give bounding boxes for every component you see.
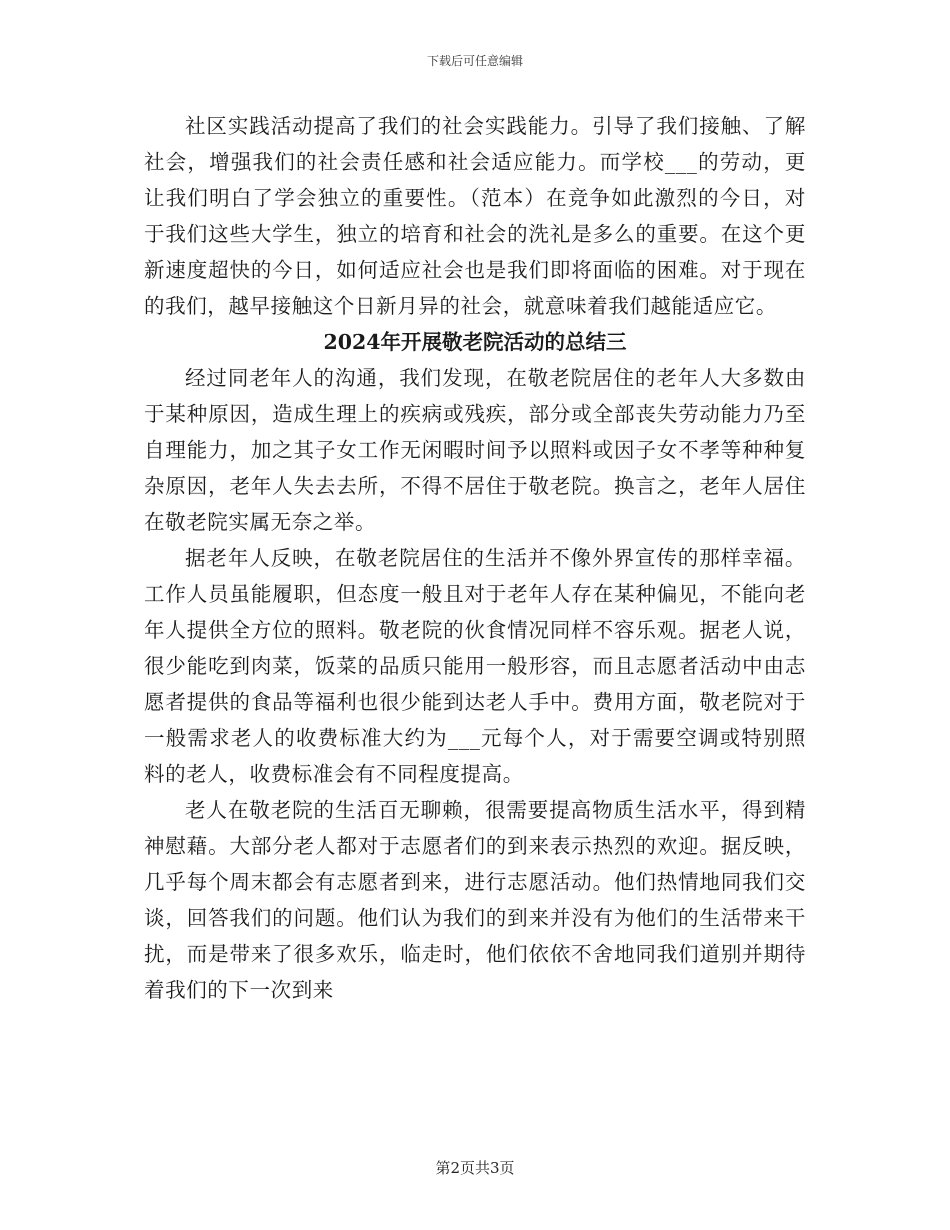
section-title: 2024年开展敬老院活动的总结三 xyxy=(323,330,627,354)
page-number: 第2页共3页 xyxy=(435,1159,515,1177)
paragraph-communication: 经过同老年人的沟通，我们发现，在敬老院居住的老年人大多数由于某种原因，造成生理上的疾病或残疾，部分或全部丧失劳动能力乃至自理能力，加之其子女工作无闲暇时间予以照料或因子女不孝等种种复杂原因，老年人失去去所，不得不居住于敬老院。换言之，老年人居住在敬老院实属无奈之举。 xyxy=(144,366,806,534)
download-note: 下载后可任意编辑 xyxy=(426,54,523,68)
document-body xyxy=(144,108,806,1008)
paragraph-living-conditions: 据老年人反映，在敬老院居住的生活并不像外界宣传的那样幸福。工作人员虽能履职，但态度一般且对于老年人存在某种偏见，不能向老年人提供全方位的照料。敬老院的伙食情况同样不容乐观。据老人说，很少能吃到肉菜，饭菜的品质只能用一般形容，而且志愿者活动中由志愿者提供的食品等福利也很少能到达老人手中。费用方面，敬老院对于一般需求老人的收费标准大约为___元每个人，对于需要空调或特别照料的老人，收费标准会有不同程度提高。 xyxy=(144,546,806,786)
paragraph-volunteer-visits: 老人在敬老院的生活百无聊赖，很需要提高物质生活水平，得到精神慰藉。大部分老人都对于志愿者们的到来表示热烈的欢迎。据反映，几乎每个周末都会有志愿者到来，进行志愿活动。他们热情地同我们交谈，回答我们的问题。他们认为我们的到来并没有为他们的生活带来干扰，而是带来了很多欢乐，临走时，他们依依不舍地同我们道别并期待着我们的下一次到来 xyxy=(144,798,806,1002)
paragraph-community-practice: 社区实践活动提高了我们的社会实践能力。引导了我们接触、了解社会，增强我们的社会责任感和社会适应能力。而学校___的劳动，更让我们明白了学会独立的重要性。（范本）在竞争如此激烈的今日，对于我们这些大学生，独立的培育和社会的洗礼是多么的重要。在这个更新速度超快的今日，如何适应社会也是我们即将面临的困难。对于现在的我们，越早接触这个日新月异的社会，就意味着我们越能适应它。 xyxy=(144,114,806,318)
